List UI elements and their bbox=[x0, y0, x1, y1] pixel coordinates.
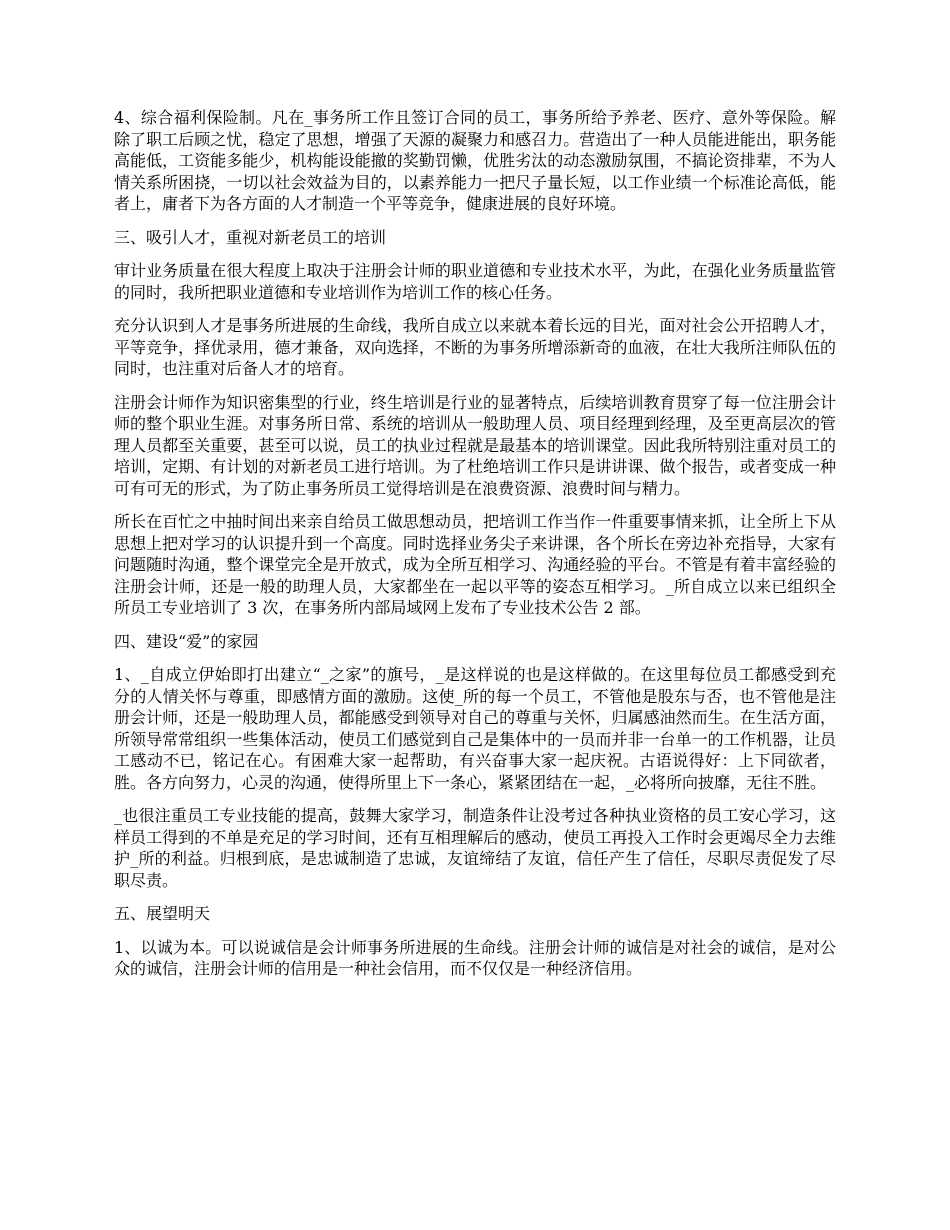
paragraph-welfare-insurance: 4、综合福利保险制。凡在_事务所工作且签订合同的员工，事务所给予养老、医疗、意外等保险。解除了职工后顾之忧，稳定了思想，增强了天源的凝聚力和感召力。营造出了一种人员能进能出，职务能高能低，工资能多能少，机构能设能撤的奖勤罚懒，优胜劣汰的动态激励氛围，不搞论资排辈，不为人情关系所困挠，一切以社会效益为目的，以素养能力一把尺子量长短，以工作业绩一个标准论高低，能者上，庸者下为各方面的人才制造一个平等竞争，健康进展的良好环境。 bbox=[114, 108, 836, 213]
section-heading-love-home: 四、建设“爱”的家园 bbox=[114, 631, 259, 651]
paragraph-skill-improvement: _也很注重员工专业技能的提高，鼓舞大家学习，制造条件让没考过各种执业资格的员工安心学习，这样员工得到的不单是充足的学习时间，还有互相理解后的感动，使员工再投入工作时会更竭尽全力去维护_所的利益。归根到底，是忠诚制造了忠诚，友谊缔结了友谊，信任产生了信任，尽职尽责促发了尽职尽责。 bbox=[114, 806, 836, 890]
section-heading-outlook: 五、展望明天 bbox=[114, 904, 211, 923]
paragraph-cpa-training: 注册会计师作为知识密集型的行业，终生培训是行业的显著特点，后续培训教育贯穿了每一位注册会计师的整个职业生涯。对事务所日常、系统的培训从一般助理人员、项目经理到经理，及至更高层次的管理人员都至关重要，甚至可以说，员工的执业过程就是最基本的培训课堂。因此我所特别注重对员工的培训，定期、有计划的对新老员工进行培训。为了杜绝培训工作只是讲讲课、做个报告，或者变成一种可有可无的形式，为了防止事务所员工觉得培训是在浪费资源、浪费时间与精力。 bbox=[114, 392, 836, 498]
paragraph-talent-lifeline: 充分认识到人才是事务所进展的生命线，我所自成立以来就本着长远的目光，面对社会公开招聘人才，平等竞争，择优录用，德才兼备，双向选择，不断的为事务所增添新奇的血液，在壮大我所注师队伍的同时，也注重对后备人才的培育。 bbox=[114, 316, 836, 378]
paragraph-audit-quality: 审计业务质量在很大程度上取决于注册会计师的职业道德和专业技术水平，为此，在强化业务质量监管的同时，我所把职业道德和专业培训作为培训工作的核心任务。 bbox=[114, 261, 836, 302]
paragraph-integrity: 1、以诚为本。可以说诚信是会计师事务所进展的生命线。注册会计师的诚信是对社会的诚信，是对公众的诚信，注册会计师的信用是一种社会信用，而不仅仅是一种经济信用。 bbox=[114, 937, 836, 978]
paragraph-home-slogan: 1、_自成立伊始即打出建立“_之家”的旗号，_是这样说的也是这样做的。在这里每位员工都感受到充分的人情关怀与尊重，即感情方面的激励。这使_所的每一个员工，不管他是股东与否，也不管他是注册会计师，还是一般助理人员，都能感受到领导对自己的尊重与关怀，归属感油然而生。在生活方面，所领导常常组织一些集体活动，使员工们感觉到自己是集体中的一员而并非一台单一的工作机器，让员工感动不已，铭记在心。有困难大家一起帮助，有兴奋事大家一起庆祝。古语说得好：上下同欲者，胜。各方向努力，心灵的沟通，使得所里上下一条心，紧紧团结在一起，_必将所向披靡，无往不胜。 bbox=[114, 665, 836, 792]
document-body bbox=[114, 107, 836, 992]
paragraph-director-mobilization: 所长在百忙之中抽时间出来亲自给员工做思想动员，把培训工作当作一件重要事情来抓，让全所上下从思想上把对学习的认识提升到一个高度。同时选择业务尖子来讲课，各个所长在旁边补充指导，大家有问题随时沟通，整个课堂完全是开放式，成为全所互相学习、沟通经验的平台。不管是有着丰富经验的注册会计师，还是一般的助理人员，大家都坐在一起以平等的姿态互相学习。_所自成立以来已组织全所员工专业培训了 3 次，在事务所内部局域网上发布了专业技术公告 2 部。 bbox=[114, 512, 836, 617]
section-heading-talent-training: 三、吸引人才，重视对新老员工的培训 bbox=[114, 227, 387, 247]
